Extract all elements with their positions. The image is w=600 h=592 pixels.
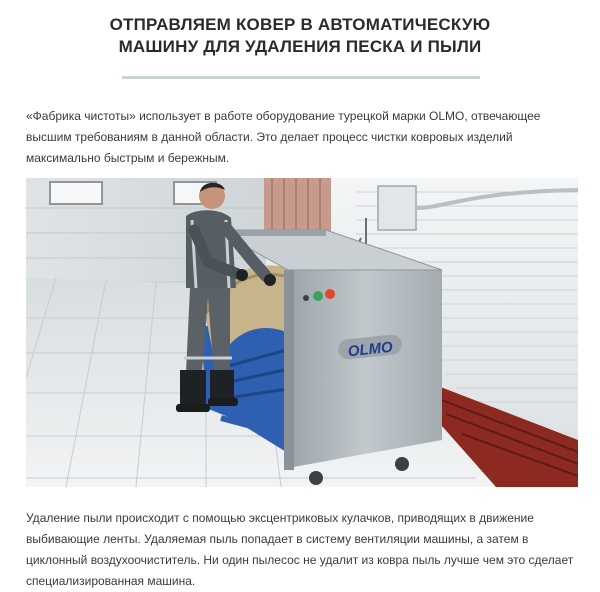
red-button [325, 289, 335, 299]
machine-photo-illustration [26, 178, 578, 487]
page-title [0, 14, 600, 58]
title-line-1: ОТПРАВЛЯЕМ КОВЕР В АВТОМАТИЧЕСКУЮ [109, 15, 491, 34]
green-button [313, 291, 323, 301]
machine-wheel [395, 457, 409, 471]
title-divider [122, 76, 480, 79]
garage-window-left [50, 182, 102, 204]
intro-paragraph: «Фабрика чистоты» использует в работе оборудование турецкой марки OLMO, отвечающее высшим требованиям в данной области. Это делает процесс чистки ковровых изделий максимально быстрым и бережным. [26, 109, 541, 165]
electrical-box [378, 186, 416, 230]
title-line-2: МАШИНУ ДЛЯ УДАЛЕНИЯ ПЕСКА И ПЫЛИ [118, 37, 482, 56]
olmo-logo: OLMO [346, 338, 394, 361]
body-paragraph: Удаление пыли происходит с помощью эксцентриковых кулачков, приводящих в движение выбивающие ленты. Удаляемая пыль попадает в систему вентиляции машины, а затем в циклонный воздухоочиститель. Ни один пылесос не удалит из ковра пыль лучше чем это сделает специализированная машина. [26, 511, 574, 588]
machine-photo [26, 178, 578, 487]
machine-body [288, 270, 442, 468]
